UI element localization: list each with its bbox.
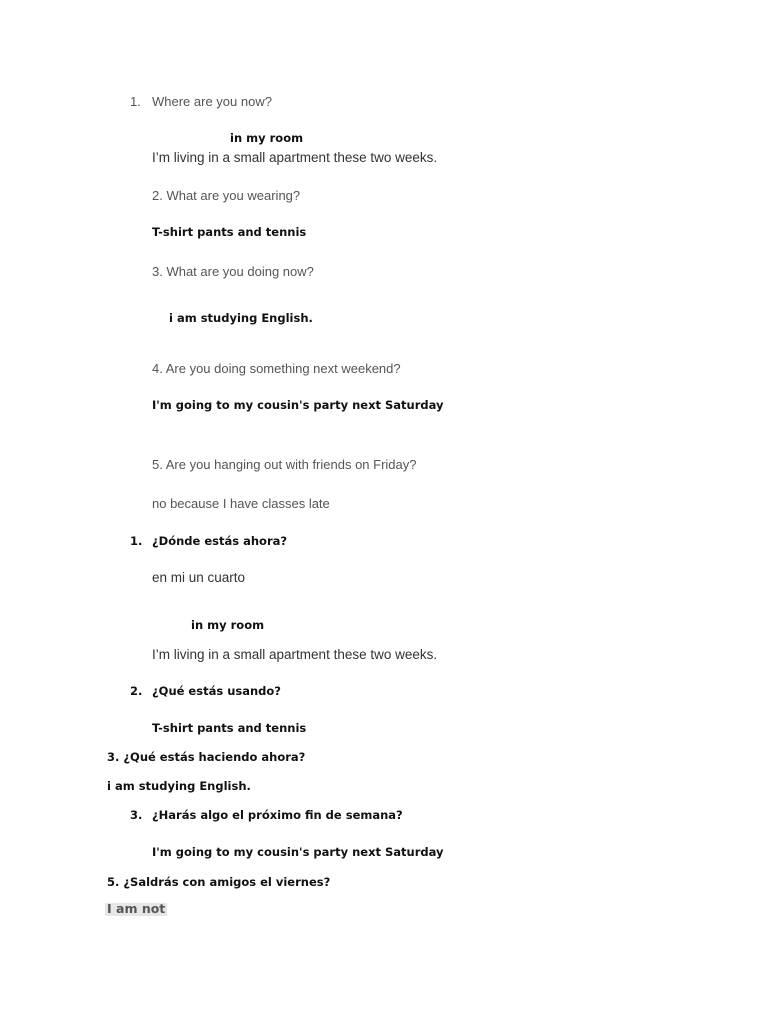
spanish-question-3: 3. ¿Qué estás haciendo ahora? <box>107 750 306 764</box>
english-answer-2: T-shirt pants and tennis <box>152 225 307 239</box>
english-q1-number: 1. <box>130 94 141 109</box>
english-question-3: 3. What are you doing now? <box>152 264 314 279</box>
spanish-q2-number: 2. <box>130 684 143 698</box>
spanish-answer-2: T-shirt pants and tennis <box>152 721 307 735</box>
english-answer-4: I'm going to my cousin's party next Saturday <box>152 398 444 412</box>
spanish-answer-5-highlighted: I am not <box>107 901 166 916</box>
spanish-answer-1-short: in my room <box>191 618 265 632</box>
spanish-question-5: 5. ¿Saldrás con amigos el viernes? <box>107 875 331 889</box>
english-answer-1-long: I’m living in a small apartment these two weeks. <box>152 150 438 165</box>
english-answer-5: no because I have classes late <box>152 496 330 511</box>
english-answer-1-short: in my room <box>230 131 304 145</box>
english-answer-3: i am studying English. <box>169 311 313 325</box>
spanish-question-4: ¿Harás algo el próximo fin de semana? <box>152 808 403 822</box>
spanish-answer-1-es: en mi un cuarto <box>152 570 246 585</box>
english-question-2: 2. What are you wearing? <box>152 188 301 203</box>
english-question-4: 4. Are you doing something next weekend? <box>152 361 401 376</box>
english-question-1: Where are you now? <box>152 94 272 109</box>
spanish-answer-1-long: I’m living in a small apartment these two weeks. <box>152 647 438 662</box>
english-question-5: 5. Are you hanging out with friends on Friday? <box>152 457 417 472</box>
spanish-answer-4: I'm going to my cousin's party next Saturday <box>152 845 444 859</box>
spanish-q1-number: 1. <box>130 534 143 548</box>
spanish-question-1: ¿Dónde estás ahora? <box>152 534 288 548</box>
spanish-q4-number: 3. <box>130 808 143 822</box>
spanish-answer-3: i am studying English. <box>107 779 251 793</box>
spanish-question-2: ¿Qué estás usando? <box>152 684 281 698</box>
